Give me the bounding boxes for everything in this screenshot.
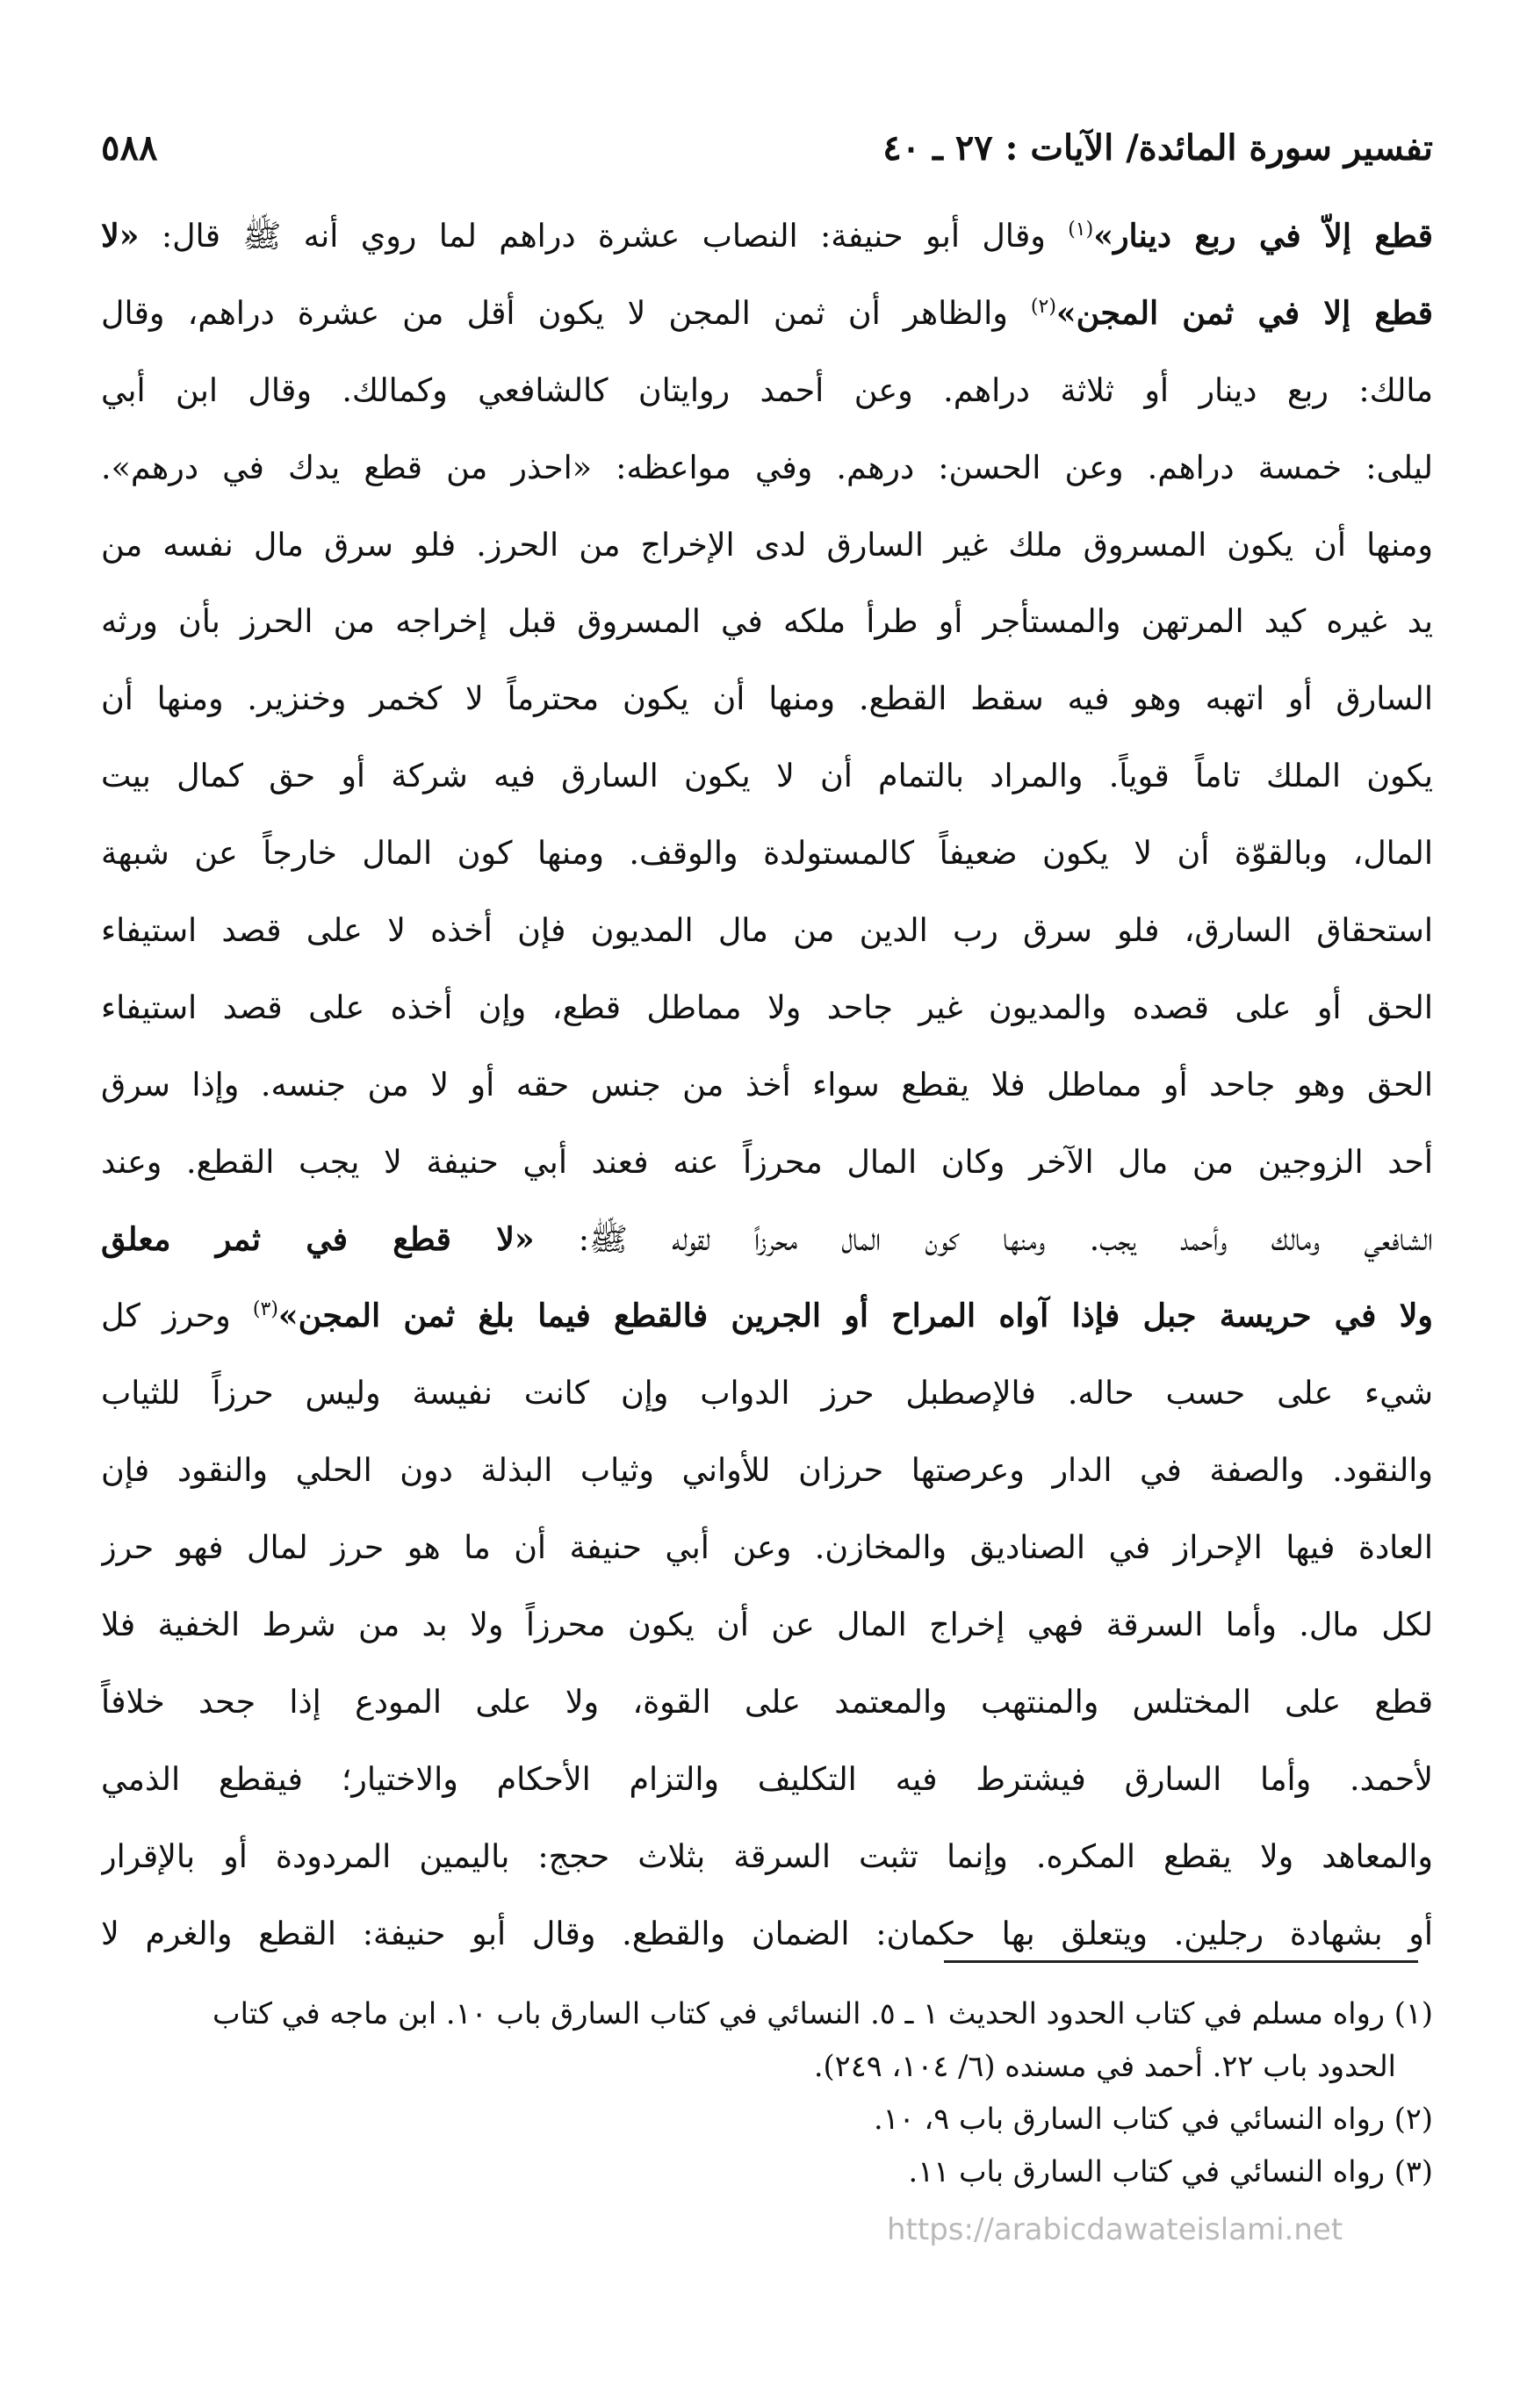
text-segment: لأحمد. وأما السارق فيشترط فيه التكليف والتزام الأحكام والاختيار؛ فيقطع الذمي xyxy=(101,1759,1433,1798)
text-segment: لكل مال. وأما السرقة فهي إخراج المال عن أن يكون محرزاً ولا بد من شرط الخفية فلا xyxy=(101,1606,1433,1644)
text-segment: الحق أو على قصده والمديون غير جاحد ولا مماطل قطع، وإن أخذه على قصد استيفاء xyxy=(101,988,1433,1026)
text-segment: ومنها أن يكون المسروق ملك غير السارق لدى الإخراج من الحرز. فلو سرق مال نفسه من xyxy=(101,525,1433,564)
body-line xyxy=(101,1277,1433,1355)
body-line xyxy=(101,660,1433,737)
body-line xyxy=(101,969,1433,1046)
text-segment: «لا xyxy=(101,217,140,255)
text-segment: أحد الزوجين من مال الآخر وكان المال محرزاً عنه فعند أبي حنيفة لا يجب القطع. وعند xyxy=(101,1142,1433,1181)
text-segment: شيء على حسب حاله. فالإصطبل حرز الدواب وإن كانت نفيسة وليس حرزاً للثياب xyxy=(101,1374,1433,1412)
footnote-2: (٢) رواه النسائي في كتاب السارق باب ٩، ١٠. xyxy=(873,2102,1433,2136)
text-segment: قطع إلا في ثمن المجن» xyxy=(1055,293,1433,332)
body-line xyxy=(101,352,1433,429)
footnote-marker: (١) xyxy=(1068,218,1094,241)
text-segment: يكون الملك تاماً قوياً. والمراد بالتمام أن لا يكون السارق فيه شركة أو حق كمال بيت xyxy=(101,757,1433,795)
body-line xyxy=(101,1509,1433,1586)
body-line xyxy=(101,507,1433,584)
text-segment: وقال أبو حنيفة: النصاب عشرة دراهم لما روي أنه ﷺ قال: xyxy=(139,217,1069,255)
body-line xyxy=(101,892,1433,969)
body-line xyxy=(101,198,1433,275)
body-line xyxy=(101,1046,1433,1124)
text-segment: الشافعي ومالك وأحمد يجب. ومنها كون المال محرزاً لقوله ﷺ: xyxy=(534,1219,1433,1258)
body-line xyxy=(101,1818,1433,1895)
footnote-3: (٣) رواه النسائي في كتاب السارق باب ١١. xyxy=(908,2154,1433,2189)
text-segment: أو بشهادة رجلين. ويتعلق بها حكمان: الضمان والقطع. وقال أبو حنيفة: القطع والغرم لا xyxy=(101,1914,1433,1952)
text-segment: ولا في حريسة جبل فإذا آواه المراح أو الجرين فالقطع فيما بلغ ثمن المجن» xyxy=(277,1297,1433,1335)
body-line xyxy=(101,429,1433,507)
text-segment: قطع على المختلس والمنتهب والمعتمد على القوة، ولا على المودع إذا جحد خلافاً xyxy=(101,1682,1433,1721)
body-line xyxy=(101,1586,1433,1664)
footnotes xyxy=(101,1987,1433,2198)
body-line xyxy=(101,737,1433,815)
footnote-1-line-1: (١) رواه مسلم في كتاب الحدود الحديث ١ ـ ٥. النسائي في كتاب السارق باب ١٠. ابن ماجه في كتاب xyxy=(212,1996,1433,2031)
text-segment: مالك: ربع دينار أو ثلاثة دراهم. وعن أحمد روايتان كالشافعي وكمالك. وقال ابن أبي xyxy=(101,370,1433,409)
footnote-1-line-2: الحدود باب ٢٢. أحمد في مسنده (٦/ ١٠٤، ٢٤٩). xyxy=(813,2049,1396,2083)
text-segment: ليلى: خمسة دراهم. وعن الحسن: درهم. وفي مواعظه: «احذر من قطع يدك في درهم». xyxy=(101,448,1433,486)
body-line xyxy=(101,1201,1433,1278)
running-title: تفسير سورة المائدة/ الآيات : ٢٧ ـ ٤٠ xyxy=(882,126,1433,169)
body-line xyxy=(101,1741,1433,1818)
footnote-separator xyxy=(944,1960,1418,1963)
body-line xyxy=(101,1432,1433,1509)
body-line xyxy=(101,1664,1433,1741)
watermark-url: https://arabicdawateislami.net xyxy=(887,2212,1343,2247)
body-line xyxy=(101,1355,1433,1432)
body-line xyxy=(101,275,1433,352)
text-segment: والنقود. والصفة في الدار وعرصتها حرزان للأواني وثياب البذلة دون الحلي والنقود فإن xyxy=(101,1451,1433,1490)
body-line xyxy=(101,583,1433,660)
page-header xyxy=(101,112,1433,183)
text-segment: والمعاهد ولا يقطع المكره. وإنما تثبت السرقة بثلاث حجج: باليمين المردودة أو بالإقرار xyxy=(101,1837,1433,1875)
text-segment: وحرز كل xyxy=(101,1297,253,1335)
footnote-marker: (٣) xyxy=(252,1298,278,1321)
body-text xyxy=(101,198,1433,1972)
text-segment: السارق أو اتهبه وهو فيه سقط القطع. ومنها أن يكون محترماً لا كخمر وخنزير. ومنها أن xyxy=(101,679,1433,718)
text-segment: يد غيره كيد المرتهن والمستأجر أو طرأ ملكه في المسروق قبل إخراجه من الحرز بأن ورثه xyxy=(101,602,1433,641)
text-segment: استحقاق السارق، فلو سرق رب الدين من مال المديون فإن أخذه لا على قصد استيفاء xyxy=(101,911,1433,950)
body-line xyxy=(101,815,1433,892)
text-segment: الحق وهو جاحد أو مماطل فلا يقطع سواء أخذ من جنس حقه أو لا من جنسه. وإذا سرق xyxy=(101,1065,1433,1103)
page-number: ٥٨٨ xyxy=(101,126,158,169)
text-segment: العادة فيها الإحراز في الصناديق والمخازن. وعن أبي حنيفة أن ما هو حرز لمال فهو حرز xyxy=(101,1528,1433,1567)
body-line xyxy=(101,1124,1433,1201)
text-segment: قطع إلاّ في ربع دينار» xyxy=(1093,217,1433,255)
text-segment: «لا قطع في ثمر معلق xyxy=(101,1219,535,1258)
text-segment: والظاهر أن ثمن المجن لا يكون أقل من عشرة دراهم، وقال xyxy=(101,293,1031,332)
footnote-marker: (٢) xyxy=(1030,295,1056,318)
text-segment: المال، وبالقوّة أن لا يكون ضعيفاً كالمستولدة والوقف. ومنها كون المال خارجاً عن شبهة xyxy=(101,834,1433,873)
